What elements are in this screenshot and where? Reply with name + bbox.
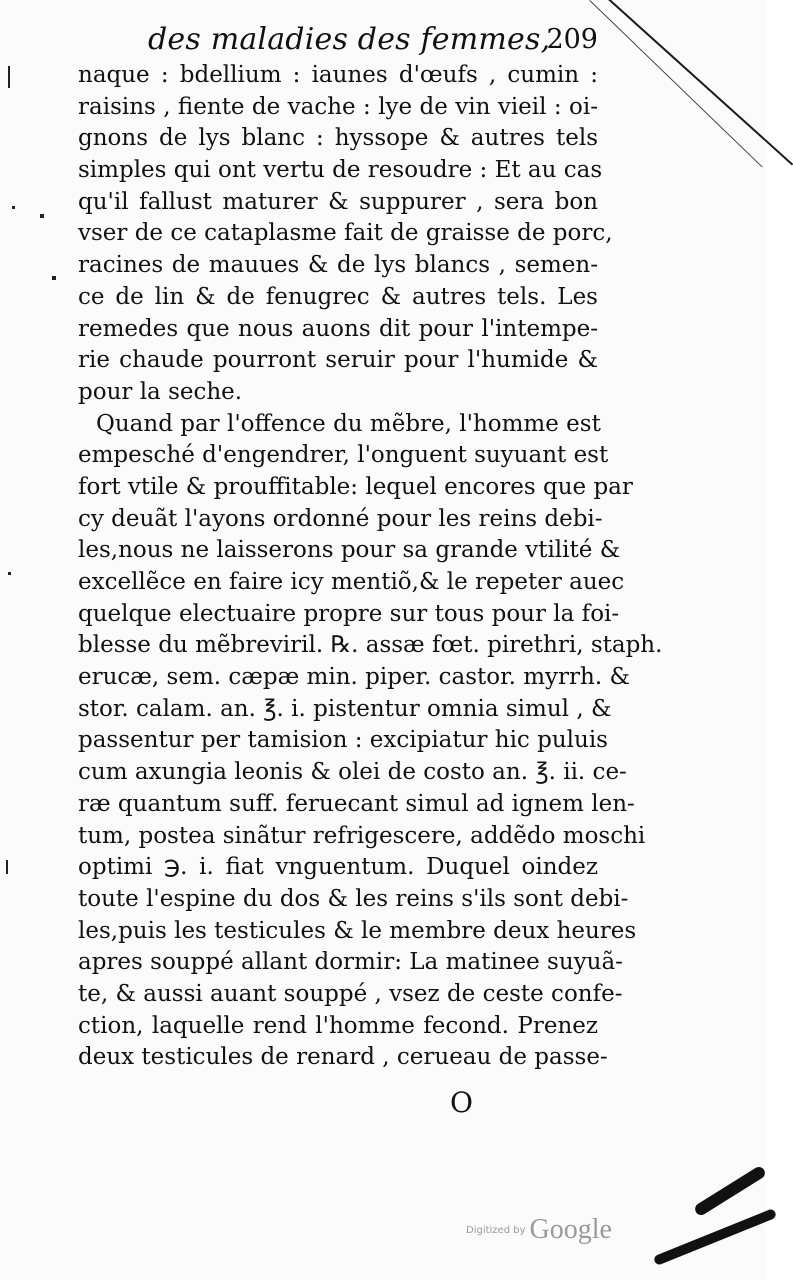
text-line: raisins , fiente de vache : lye de vin vieil : oi- — [78, 93, 598, 120]
text-line: cum axungia leonis & olei de costo an. ℥. ii. ce- — [78, 759, 627, 786]
text-line: apres souppé allant dormir: La matinee suyuã- — [78, 949, 623, 976]
text-line: erucæ, sem. cæpæ min. piper. castor. myrrh. & — [78, 664, 630, 691]
text-line: ction, laquelle rend l'homme fecond. Prenez — [78, 1012, 598, 1039]
text-line: les,nous ne laisserons pour sa grande vtilité & — [78, 537, 621, 564]
text-line: optimi ℈. i. fiat vnguentum. Duquel oindez — [78, 854, 598, 881]
page-fold-crease — [599, 0, 793, 165]
google-logo: Google — [529, 1214, 612, 1245]
margin-mark — [8, 572, 11, 575]
text-line: deux testicules de renard , cerueau de passe- — [78, 1044, 608, 1071]
text-line: cy deuãt l'ayons ordonné pour les reins debi- — [78, 505, 603, 532]
text-line: toute l'espine du dos & les reins s'ils sont debi- — [78, 885, 629, 912]
text-line: excellẽce en faire icy mentiõ,& le repeter auec — [78, 569, 625, 595]
digitized-watermark — [466, 1214, 626, 1254]
text-line: ce de lin & de fenugrec & autres tels. Les — [78, 283, 598, 310]
text-line: racines de mauues & de lys blancs , semen- — [78, 252, 598, 279]
margin-mark — [52, 276, 56, 280]
body-text — [78, 60, 663, 1074]
signature-mark: O — [450, 1086, 473, 1119]
text-line: te, & aussi auant souppé , vsez de ceste confe- — [78, 980, 623, 1007]
paragraph-end-line: pour la seche. — [78, 378, 243, 405]
text-line: remedes que nous auons dit pour l'intempe- — [78, 315, 598, 342]
text-line: passentur per tamision : excipiatur hic puluis — [78, 727, 608, 754]
page-fold-shadow — [589, 0, 762, 167]
margin-mark — [40, 214, 44, 218]
paragraph-start-line: Quand par l'offence du mẽbre, l'homme est — [96, 410, 601, 437]
text-line: quelque electuaire propre sur tous pour la foi- — [78, 600, 620, 627]
text-line: stor. calam. an. ℥. i. pistentur omnia simul , & — [78, 695, 612, 722]
running-head: des maladies des femmes, — [148, 22, 551, 57]
text-line: tum, postea sinãtur refrigescere, addẽdo moschi — [78, 822, 646, 849]
page-number: 209 — [546, 24, 598, 55]
watermark-prefix: Digitized by — [466, 1224, 526, 1236]
margin-mark — [12, 206, 15, 209]
margin-mark — [6, 860, 8, 874]
text-line: naque : bdellium : iaunes d'œufs , cumin : — [78, 62, 598, 88]
ink-blot — [653, 1208, 777, 1266]
text-line: blesse du mẽbreviril. ℞. assæ fœt. pirethri, staph. — [78, 632, 663, 659]
text-line: rie chaude pourront seruir pour l'humide & — [78, 347, 598, 374]
text-line: gnons de lys blanc : hyssope & autres tels — [78, 125, 598, 152]
text-line: les,puis les testicules & le membre deux heures — [78, 917, 637, 944]
text-line: ræ quantum suff. feruecant simul ad ignem len- — [78, 790, 635, 817]
text-line: empesché d'engendrer, l'onguent suyuant est — [78, 442, 609, 469]
text-line: fort vtile & prouffitable: lequel encores que par — [78, 473, 633, 500]
text-line: vser de ce cataplasme fait de graisse de porc, — [78, 220, 613, 247]
text-line: simples qui ont vertu de resoudre : Et au cas — [78, 157, 603, 184]
margin-mark — [8, 66, 10, 88]
ink-blot — [693, 1165, 767, 1218]
text-line: qu'il fallust maturer & suppurer , sera bon — [78, 188, 598, 215]
